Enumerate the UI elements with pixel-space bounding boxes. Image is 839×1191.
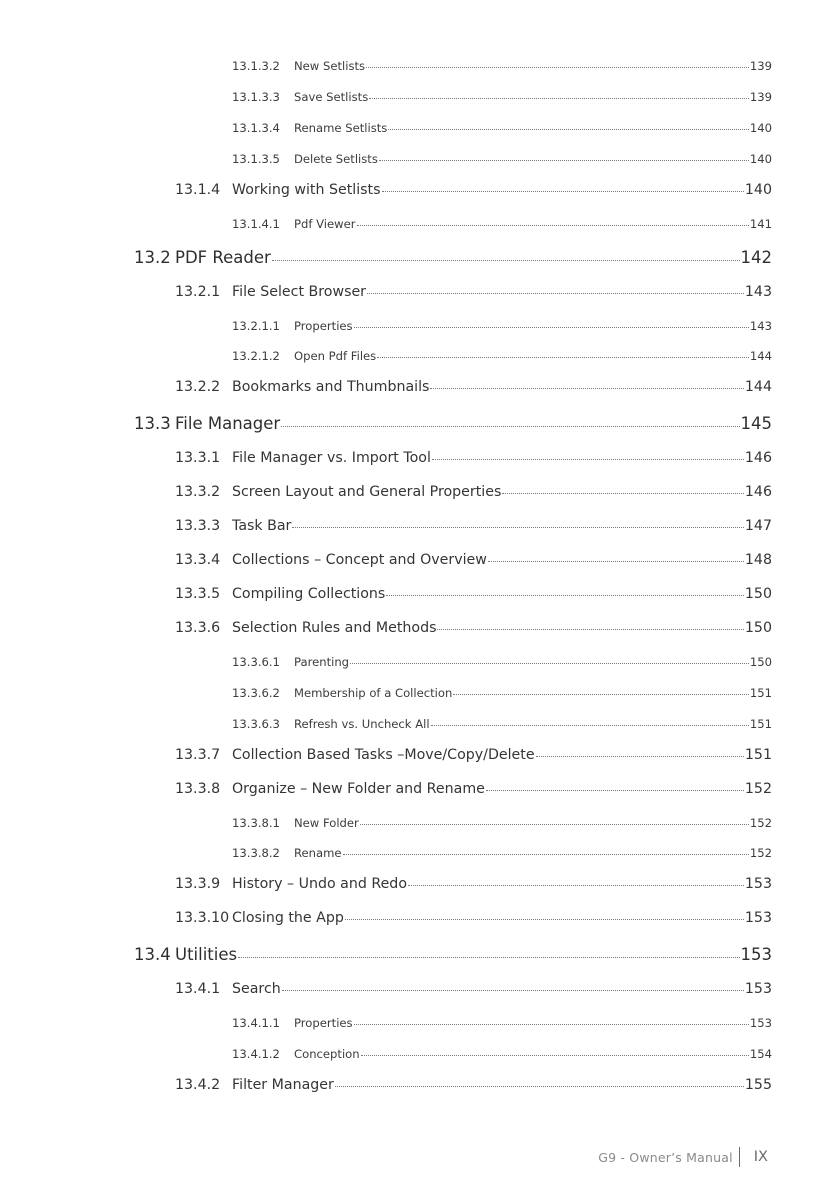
toc-entry-page: 152 [749, 846, 772, 860]
toc-entry-title: Selection Rules and Methods [232, 620, 437, 636]
toc-entry-title: Search [232, 981, 281, 997]
dot-leader [335, 1086, 744, 1087]
toc-entry-page: 144 [749, 349, 772, 363]
dot-leader [345, 919, 744, 920]
dot-leader [379, 160, 749, 161]
toc-entry-number: 13.3 [134, 414, 171, 433]
toc-entry-number: 13.3.1 [175, 450, 221, 466]
toc-entry-title: Delete Setlists [294, 152, 378, 166]
dot-leader [386, 595, 744, 596]
toc-entry-13-2-1-2[interactable] [232, 349, 772, 363]
toc-entry-number: 13.1.4.1 [232, 217, 280, 231]
dot-leader [502, 493, 744, 494]
toc-entry-page: 139 [749, 90, 772, 104]
toc-entry-number: 13.3.8 [175, 781, 221, 797]
toc-entry-number: 13.3.7 [175, 747, 221, 763]
dot-leader [367, 293, 744, 294]
toc-entry-number: 13.2.2 [175, 379, 221, 395]
dot-leader [431, 725, 749, 726]
page-number: IX [753, 1149, 768, 1165]
toc-entry-title: Rename Setlists [294, 121, 388, 135]
toc-entry-number: 13.4.1 [175, 981, 221, 997]
toc-entry-title: Closing the App [232, 910, 344, 926]
toc-entry-13-3-10[interactable] [175, 910, 772, 926]
toc-entry-title: Rename [294, 846, 342, 860]
toc-entry-number: 13.3.6.3 [232, 717, 280, 731]
toc-entry-13-4-2[interactable] [175, 1077, 772, 1093]
toc-entry-title: Organize – New Folder and Rename [232, 781, 485, 797]
manual-title: G9 - Owner’s Manual [598, 1149, 733, 1165]
dot-leader [488, 561, 744, 562]
toc-entry-13-3-1[interactable] [175, 450, 772, 466]
toc-entry-13-3-6-3[interactable] [232, 717, 772, 731]
toc-entry-title: File Manager [175, 414, 281, 433]
toc-entry-title: Utilities [175, 945, 238, 964]
toc-entry-13-3-6[interactable] [175, 620, 772, 636]
footer-divider [739, 1147, 740, 1167]
dot-leader [281, 426, 739, 427]
toc-entry-page: 146 [744, 484, 772, 500]
dot-leader [361, 1055, 749, 1056]
toc-entry-page: 151 [744, 747, 772, 763]
toc-entry-title: Membership of a Collection [294, 686, 453, 700]
toc-entry-number: 13.3.3 [175, 518, 221, 534]
toc-entry-number: 13.3.8.1 [232, 816, 280, 830]
dot-leader [486, 790, 744, 791]
toc-entry-number: 13.4.2 [175, 1077, 221, 1093]
toc-entry-title: Conception [294, 1047, 360, 1061]
toc-entry-page: 153 [740, 945, 772, 964]
toc-entry-number: 13.3.4 [175, 552, 221, 568]
toc-entry-13-3-5[interactable] [175, 586, 772, 602]
dot-leader [369, 98, 749, 99]
dot-leader [536, 756, 744, 757]
dot-leader [292, 527, 744, 528]
toc-entry-13-4[interactable] [134, 945, 772, 964]
toc-entry-page: 152 [744, 781, 772, 797]
toc-entry-13-3-8-2[interactable] [232, 846, 772, 860]
dot-leader [408, 885, 744, 886]
toc-entry-title: History – Undo and Redo [232, 876, 407, 892]
toc-entry-page: 143 [744, 284, 772, 300]
toc-entry-page: 151 [749, 717, 772, 731]
toc-entry-13-3-9[interactable] [175, 876, 772, 892]
toc-entry-13-2-2[interactable] [175, 379, 772, 395]
toc-entry-13-3-7[interactable] [175, 747, 772, 763]
toc-entry-page: 153 [749, 1016, 772, 1030]
dot-leader [382, 191, 744, 192]
toc-entry-13-1-3-5[interactable] [232, 152, 772, 166]
dot-leader [354, 327, 749, 328]
dot-leader [343, 854, 749, 855]
dot-leader [388, 129, 749, 130]
toc-entry-title: New Setlists [294, 59, 366, 73]
toc-entry-number: 13.3.6.1 [232, 655, 280, 669]
toc-entry-title: Parenting [294, 655, 350, 669]
toc-entry-13-3[interactable] [134, 414, 772, 433]
toc-entry-title: Task Bar [232, 518, 292, 534]
toc-entry-page: 150 [744, 620, 772, 636]
toc-entry-page: 146 [744, 450, 772, 466]
toc-entry-number: 13.3.6 [175, 620, 221, 636]
toc-entry-title: File Manager vs. Import Tool [232, 450, 431, 466]
toc-entry-title: Refresh vs. Uncheck All [294, 717, 430, 731]
toc-entry-title: Properties [294, 1016, 353, 1030]
toc-entry-title: Open Pdf Files [294, 349, 377, 363]
toc-entry-title: Properties [294, 319, 353, 333]
toc-entry-title: Compiling Collections [232, 586, 386, 602]
toc-entry-title: Screen Layout and General Properties [232, 484, 502, 500]
toc-entry-13-2-1-1[interactable] [232, 319, 772, 333]
toc-entry-13-1-4-1[interactable] [232, 217, 772, 231]
toc-entry-page: 140 [749, 121, 772, 135]
toc-entry-13-3-4[interactable] [175, 552, 772, 568]
toc-entry-number: 13.2.1 [175, 284, 221, 300]
toc-entry-13-1-3-4[interactable] [232, 121, 772, 135]
toc-entry-number: 13.3.6.2 [232, 686, 280, 700]
dot-leader [360, 824, 749, 825]
toc-entry-number: 13.2.1.2 [232, 349, 280, 363]
toc-entry-13-4-1-1[interactable] [232, 1016, 772, 1030]
toc-entry-13-3-6-1[interactable] [232, 655, 772, 669]
dot-leader [357, 225, 749, 226]
toc-entry-number: 13.1.3.4 [232, 121, 280, 135]
dot-leader [272, 260, 740, 261]
dot-leader [430, 388, 743, 389]
toc-entry-number: 13.1.3.2 [232, 59, 280, 73]
toc-entry-13-3-2[interactable] [175, 484, 772, 500]
dot-leader [377, 357, 749, 358]
dot-leader [238, 957, 739, 958]
toc-entry-title: Filter Manager [232, 1077, 334, 1093]
toc-entry-title: Collection Based Tasks –Move/Copy/Delete [232, 747, 535, 763]
dot-leader [366, 67, 749, 68]
toc-entry-number: 13.2.1.1 [232, 319, 280, 333]
toc-entry-page: 145 [740, 414, 772, 433]
toc-entry-page: 155 [744, 1077, 772, 1093]
toc-entry-page: 150 [749, 655, 772, 669]
toc-entry-13-3-8-1[interactable] [232, 816, 772, 830]
toc-entry-page: 143 [749, 319, 772, 333]
toc-entry-title: File Select Browser [232, 284, 367, 300]
toc-entry-number: 13.1.3.3 [232, 90, 280, 104]
toc-entry-page: 140 [744, 182, 772, 198]
toc-entry-number: 13.1.3.5 [232, 152, 280, 166]
toc-entry-page: 153 [744, 910, 772, 926]
toc-entry-13-4-1[interactable] [175, 981, 772, 997]
toc-entry-page: 148 [744, 552, 772, 568]
toc-entry-13-3-8[interactable] [175, 781, 772, 797]
toc-entry-page: 153 [744, 876, 772, 892]
toc-entry-13-1-4[interactable] [175, 182, 772, 198]
toc-entry-page: 141 [749, 217, 772, 231]
toc-entry-title: Pdf Viewer [294, 217, 356, 231]
toc-entry-number: 13.1.4 [175, 182, 221, 198]
toc-entry-number: 13.4.1.2 [232, 1047, 280, 1061]
toc-entry-13-4-1-2[interactable] [232, 1047, 772, 1061]
toc-entry-title: PDF Reader [175, 248, 271, 267]
dot-leader [354, 1024, 749, 1025]
toc-entry-number: 13.2 [134, 248, 171, 267]
dot-leader [282, 990, 744, 991]
toc-entry-title: Working with Setlists [232, 182, 381, 198]
toc-entry-number: 13.4 [134, 945, 171, 964]
toc-entry-title: Bookmarks and Thumbnails [232, 379, 430, 395]
toc-entry-page: 139 [749, 59, 772, 73]
toc-entry-page: 144 [744, 379, 772, 395]
toc-entry-page: 151 [749, 686, 772, 700]
toc-entry-page: 154 [749, 1047, 772, 1061]
toc-entry-page: 147 [744, 518, 772, 534]
toc-entry-13-1-3-2[interactable] [232, 59, 772, 73]
toc-entry-number: 13.3.10 [175, 910, 230, 926]
toc-entry-13-3-3[interactable] [175, 518, 772, 534]
dot-leader [453, 694, 749, 695]
page-footer [598, 1147, 768, 1167]
toc-entry-page: 142 [740, 248, 772, 267]
toc-entry-13-2-1[interactable] [175, 284, 772, 300]
dot-leader [432, 459, 744, 460]
toc-entry-title: Collections – Concept and Overview [232, 552, 487, 568]
toc-entry-page: 152 [749, 816, 772, 830]
toc-entry-number: 13.3.8.2 [232, 846, 280, 860]
toc-entry-number: 13.3.2 [175, 484, 221, 500]
dot-leader [350, 663, 749, 664]
toc-entry-page: 140 [749, 152, 772, 166]
toc-entry-13-3-6-2[interactable] [232, 686, 772, 700]
toc-entry-page: 150 [744, 586, 772, 602]
toc-entry-title: Save Setlists [294, 90, 369, 104]
toc-entry-13-2[interactable] [134, 248, 772, 267]
toc-entry-number: 13.4.1.1 [232, 1016, 280, 1030]
toc-entry-page: 153 [744, 981, 772, 997]
toc-entry-number: 13.3.9 [175, 876, 221, 892]
toc-entry-13-1-3-3[interactable] [232, 90, 772, 104]
toc-entry-title: New Folder [294, 816, 359, 830]
dot-leader [437, 629, 743, 630]
toc-entry-number: 13.3.5 [175, 586, 221, 602]
